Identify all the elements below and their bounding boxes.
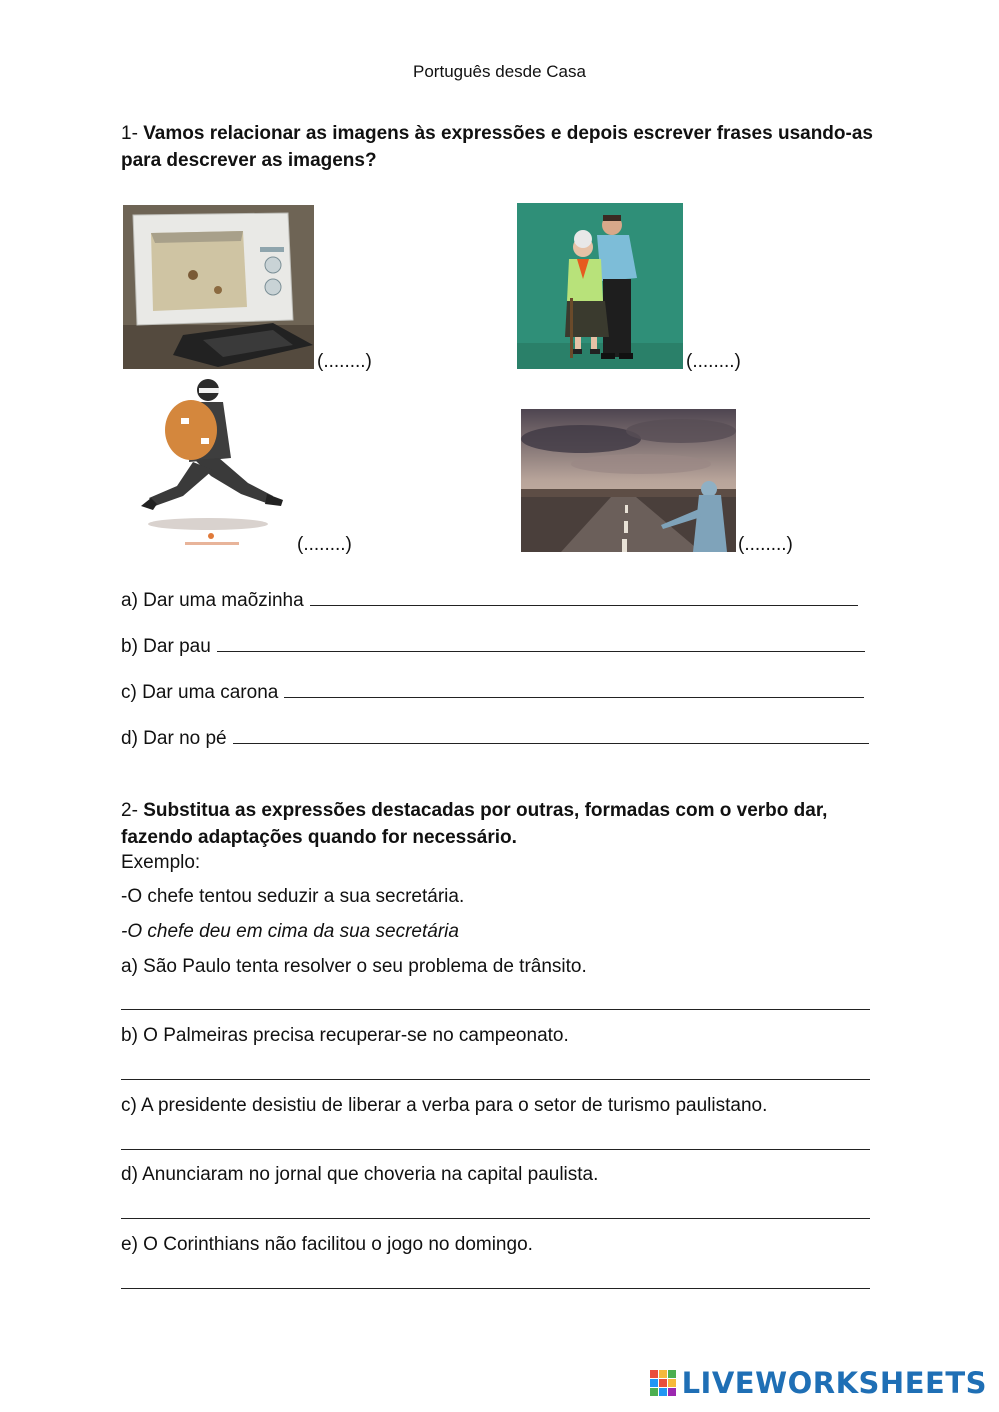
question-2-prompt: Substitua as expressões destacadas por outras, formadas com o verbo dar, fazendo adaptações quando for necessário.: [121, 800, 828, 848]
q2-item-e: e) O Corinthians não facilitou o jogo no domingo.: [121, 1234, 533, 1255]
q1-item-d: d) Dar no pé: [121, 725, 869, 751]
q2-item-c-answer-line[interactable]: [121, 1149, 870, 1150]
thief-running-illustration: [123, 378, 295, 553]
helping-elderly-illustration: [517, 203, 683, 369]
example-label: Exemplo:: [121, 852, 201, 873]
image-2-answer-slot[interactable]: (........): [686, 351, 741, 372]
q1-item-b-answer-line[interactable]: [217, 633, 865, 652]
q2-item-e-answer-line[interactable]: [121, 1288, 870, 1289]
image-3-answer-slot[interactable]: (........): [297, 534, 352, 555]
liveworksheets-logo: [650, 1366, 987, 1400]
page-title: Português desde Casa: [413, 62, 586, 81]
q2-item-a-answer-line[interactable]: [121, 1009, 870, 1010]
q2-item-d: d) Anunciaram no jornal que choveria na capital paulista.: [121, 1164, 599, 1185]
q1-item-d-answer-line[interactable]: [233, 725, 869, 744]
question-2-number: 2-: [121, 800, 144, 821]
q1-item-b: b) Dar pau: [121, 633, 865, 659]
q2-item-c: c) A presidente desistiu de liberar a verba para o setor de turismo paulistano.: [121, 1095, 768, 1116]
q2-item-b: b) O Palmeiras precisa recuperar-se no campeonato.: [121, 1025, 569, 1046]
image-1-answer-slot[interactable]: (........): [317, 351, 372, 372]
hitchhiker-road-photo: [521, 409, 736, 552]
question-1-title: [121, 120, 881, 174]
question-2-title: [121, 797, 891, 851]
logo-grid-icon: [650, 1370, 676, 1396]
q2-item-a: a) São Paulo tenta resolver o seu problema de trânsito.: [121, 956, 587, 977]
q1-item-c-answer-line[interactable]: [284, 679, 864, 698]
q1-item-c: c) Dar uma carona: [121, 679, 864, 705]
q2-item-d-answer-line[interactable]: [121, 1218, 870, 1219]
q1-item-a-answer-line[interactable]: [310, 587, 858, 606]
image-4-answer-slot[interactable]: (........): [738, 534, 793, 555]
q2-item-b-answer-line[interactable]: [121, 1079, 870, 1080]
broken-microwave-photo: [123, 205, 314, 369]
question-1-number: 1-: [121, 123, 144, 144]
q1-item-a: a) Dar uma maõzinha: [121, 587, 858, 613]
logo-text: LIVEWORKSHEETS: [681, 1366, 987, 1400]
example-sentence: -O chefe tentou seduzir a sua secretária.: [121, 886, 465, 907]
question-1-prompt: Vamos relacionar as imagens às expressões e depois escrever frases usando-as para descrever as imagens?: [121, 123, 873, 171]
example-answer: -O chefe deu em cima da sua secretária: [121, 921, 459, 942]
